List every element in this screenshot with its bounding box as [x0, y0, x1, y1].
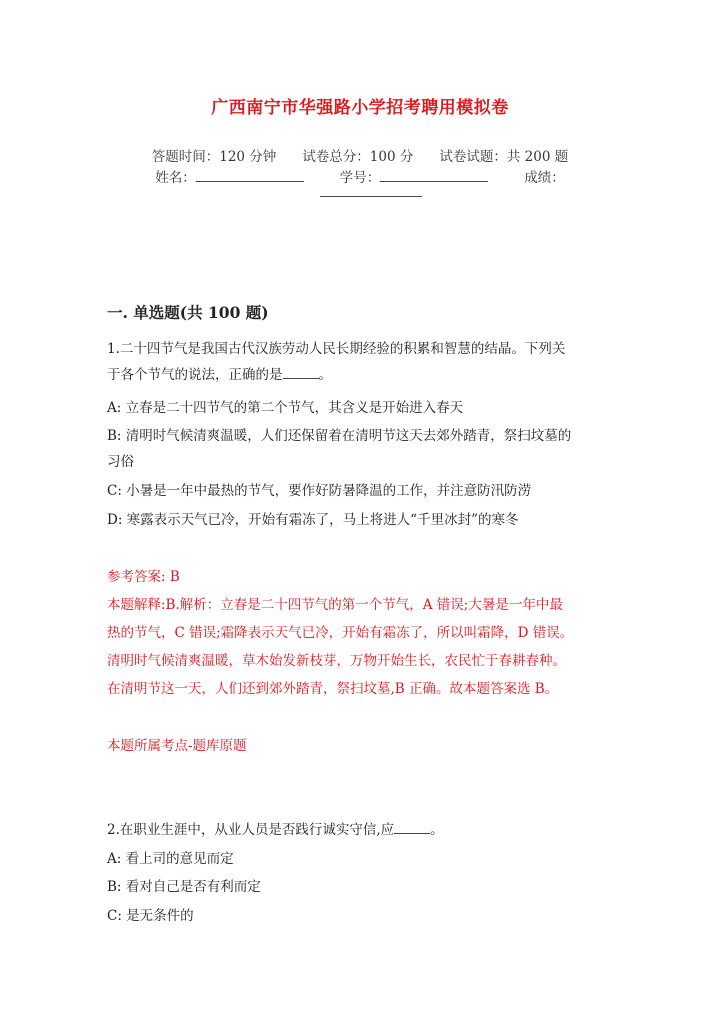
- grade-label: 成绩：: [524, 170, 565, 186]
- student-id-blank: [380, 169, 488, 182]
- question-1-option-b-cont: 习俗: [107, 454, 134, 470]
- question-1-option-c: C: 小暑是一年中最热的节气，要作好防暑降温的工作，并注意防汛防涝: [107, 483, 532, 499]
- question-1-stem-line-1: 1.二十四节气是我国古代汉族劳动人民长期经验的积累和智慧的结晶。下列关: [107, 341, 566, 357]
- question-1-option-a: A: 立春是二十四节气的第二个节气，其含义是开始进入春天: [107, 400, 464, 416]
- name-label: 姓名：: [155, 170, 196, 186]
- question-1-explanation-line-3: 清明时气候清爽温暖，草木始发新枝芽，万物开始生长，农民忙于春耕春种。: [107, 653, 566, 669]
- exam-total-score: 试卷总分：100 分: [302, 149, 414, 165]
- exam-question-count: 试卷试题：共 200 题: [439, 149, 569, 165]
- student-id-label: 学号：: [339, 170, 381, 186]
- answer-blank: [394, 821, 430, 834]
- exam-title: 广西南宁市华强路小学招考聘用模拟卷: [211, 98, 509, 118]
- exam-meta-row: [0, 145, 720, 165]
- exam-time: 答题时间：120 分钟: [151, 149, 277, 165]
- question-2-option-a: A: 看上司的意见而定: [107, 851, 234, 867]
- question-2-stem: 2.在职业生涯中，从业人员是否践行诚实守信,应 。: [107, 822, 444, 838]
- question-2-option-b: B: 看对自己是否有利而定: [107, 879, 261, 895]
- question-1-explanation-line-1: 本题解释:B.解析：立春是二十四节气的第一个节气，A 错误;大暑是一年中最: [107, 597, 563, 613]
- question-1-option-d: D: 寒露表示天气已冷，开始有霜冻了，马上将进人“千里冰封”的寒冬: [107, 512, 519, 528]
- question-1-explanation-line-4: 在清明节这一天，人们还到郊外踏青，祭扫坟墓,B 正确。故本题答案选 B。: [107, 681, 559, 697]
- question-1-explanation-line-2: 热的节气，C 错误;霜降表示天气已冷，开始有霜冻了，所以叫霜降，D 错误。: [107, 625, 574, 641]
- question-1-answer: 参考答案: B: [107, 569, 180, 585]
- question-2-option-c: C: 是无条件的: [107, 908, 194, 924]
- name-blank: [196, 169, 304, 182]
- grade-blank: [320, 184, 422, 197]
- question-1-source: 本题所属考点-题库原题: [107, 738, 247, 754]
- exam-fill-row: [0, 166, 720, 186]
- question-1-stem-line-2: 于各个节气的说法，正确的是 。: [107, 367, 332, 383]
- section-title: 一. 单选题(共 100 题): [107, 303, 269, 322]
- question-1-option-b: B: 清明时气候清爽温暖，人们还保留着在清明节这天去郊外踏青，祭扫坟墓的: [107, 428, 572, 444]
- answer-blank: [283, 366, 319, 379]
